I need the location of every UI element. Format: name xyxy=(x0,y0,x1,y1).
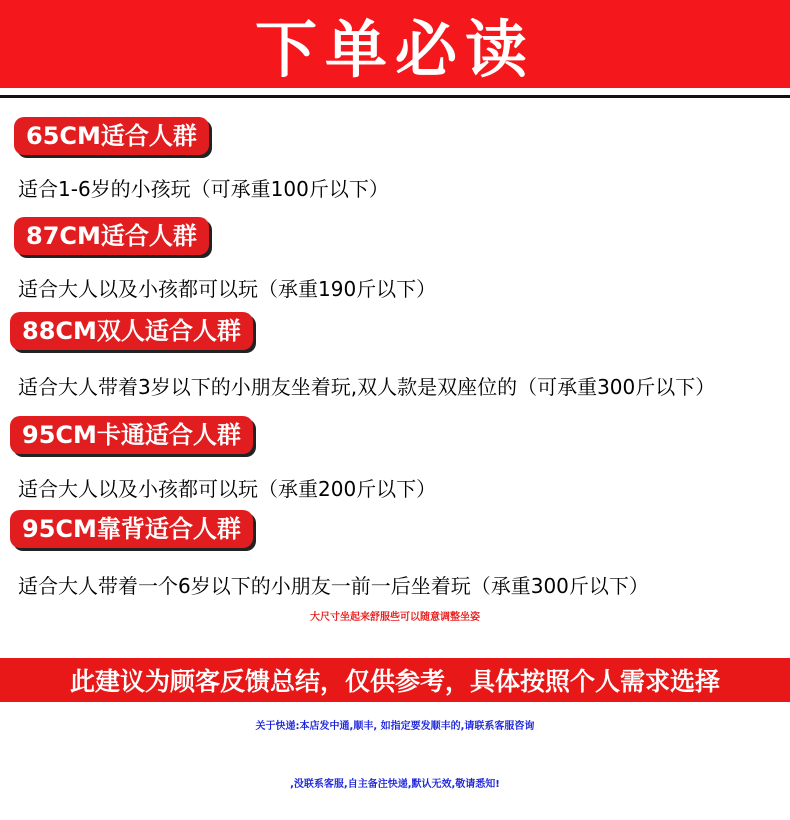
desc-95cm-backrest: 适合大人带着一个6岁以下的小朋友一前一后坐着玩（承重300斤以下） xyxy=(18,574,649,598)
desc-87cm: 适合大人以及小孩都可以玩（承重190斤以下） xyxy=(18,277,437,301)
tag-87cm: 87CM适合人群 xyxy=(14,217,209,255)
divider-line xyxy=(0,95,790,98)
desc-65cm: 适合1-6岁的小孩玩（可承重100斤以下） xyxy=(18,177,389,201)
tag-88cm-double: 88CM双人适合人群 xyxy=(10,312,253,350)
shipping-note-line2: ,没联系客服,自主备注快递,默认无效,敬请悉知! xyxy=(290,779,500,790)
disclaimer-banner xyxy=(0,658,790,702)
desc-95cm-cartoon: 适合大人以及小孩都可以玩（承重200斤以下） xyxy=(18,477,437,501)
tag-95cm-cartoon: 95CM卡通适合人群 xyxy=(10,416,253,454)
header-banner xyxy=(0,0,790,88)
page-title: 下单必读 xyxy=(254,12,535,86)
tag-65cm: 65CM适合人群 xyxy=(14,117,209,155)
comfort-note: 大尺寸坐起来舒服些可以随意调整坐姿 xyxy=(310,612,480,623)
shipping-note-line1: 关于快递:本店发中通,顺丰, 如指定要发顺丰的,请联系客服咨询 xyxy=(255,721,535,732)
desc-88cm-double: 适合大人带着3岁以下的小朋友坐着玩,双人款是双座位的（可承重300斤以下） xyxy=(18,375,716,399)
disclaimer-text: 此建议为顾客反馈总结，仅供参考，具体按照个人需求选择 xyxy=(69,667,720,696)
tag-95cm-backrest: 95CM靠背适合人群 xyxy=(10,510,253,548)
